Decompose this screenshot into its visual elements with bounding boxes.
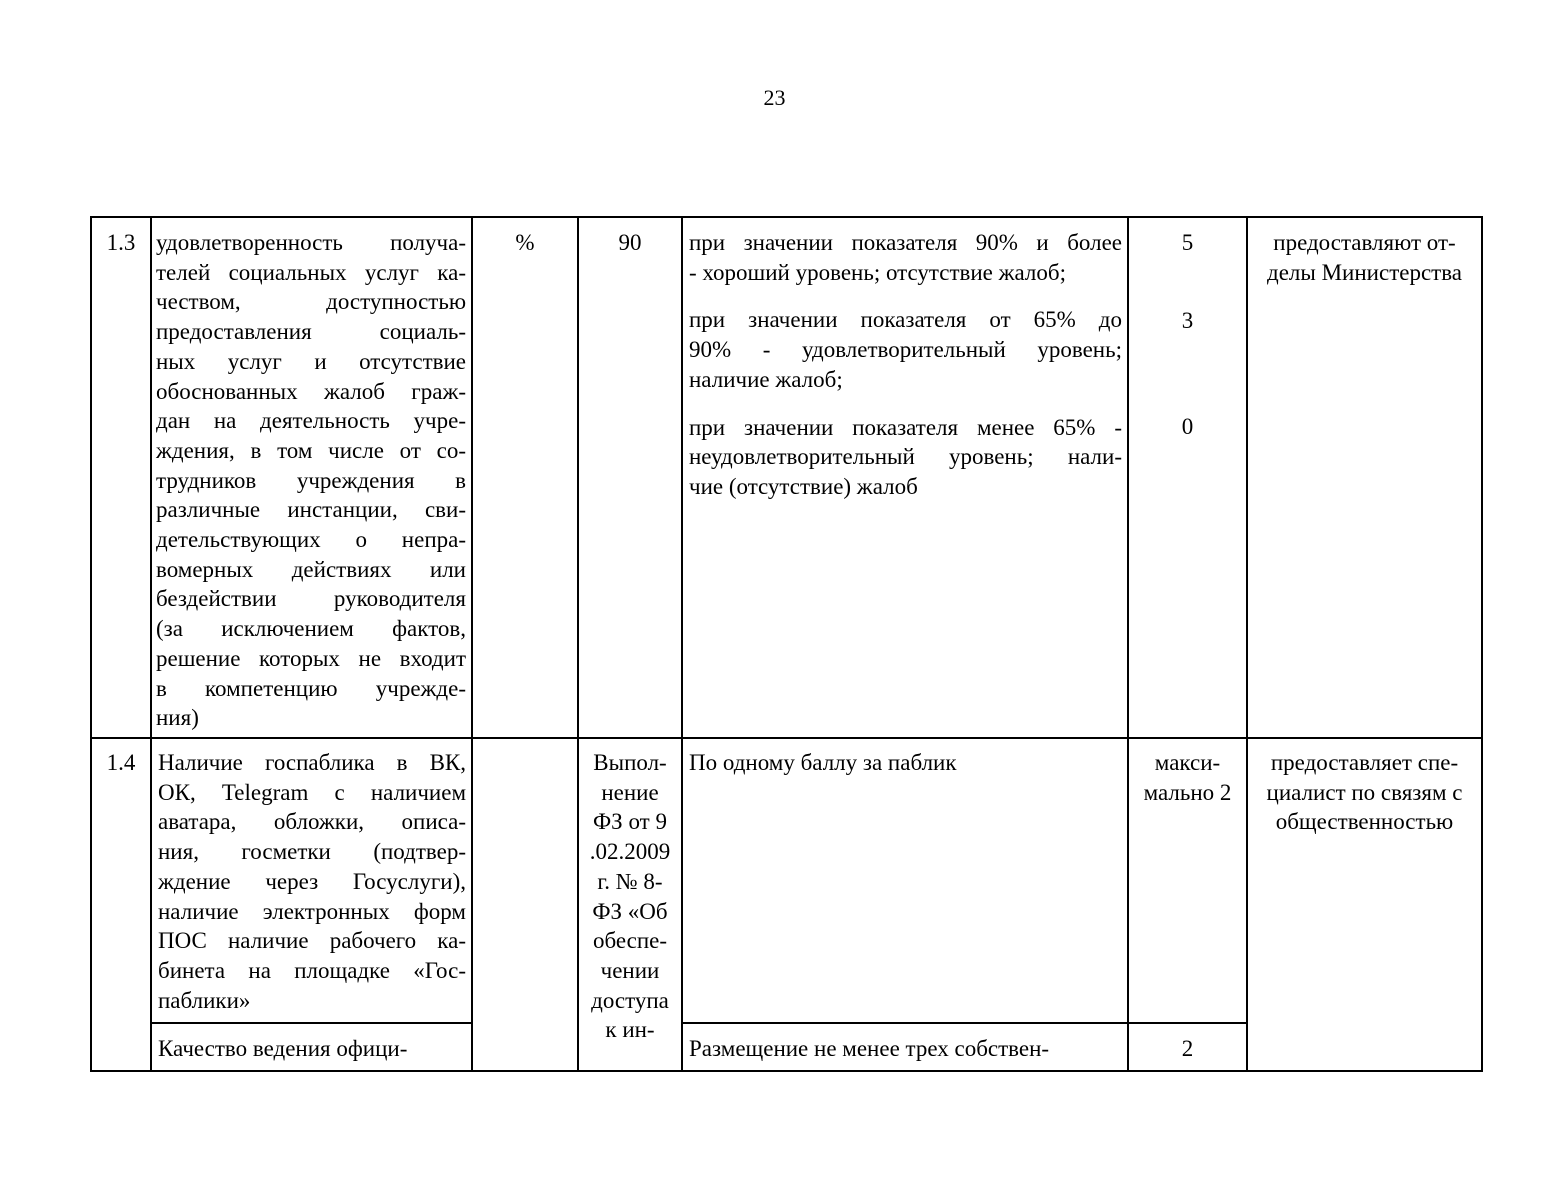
indicator-line: телей социальных услуг ка- [156,259,466,285]
indicator-line: ния, госметки (подтвер- [158,839,466,865]
row-1-4-source [1247,748,1482,837]
score-line: макси- [1154,750,1221,775]
target-line: нение [601,779,659,805]
indicator-line: паблики» [158,987,251,1013]
criteria-satisfactory [689,305,1122,394]
indicator-line: ПОС наличие рабочего ка- [158,928,466,954]
indicator-line: обоснованных жалоб граж- [156,378,466,404]
page-number: 23 [763,85,786,110]
row-1-4-indicator [158,748,466,1015]
row-1-3-unit: % [515,230,535,255]
target-line: доступа [591,987,669,1013]
row-1-3-target: 90 [618,230,642,255]
row-1-3-source [1247,228,1482,287]
row-1-4-target [582,748,678,1045]
criteria-line: - хороший уровень; отсутствие жалоб; [689,259,1067,285]
criteria-line: при значении показателя менее 65% - [689,414,1122,440]
source-line: циалист по связям с [1266,779,1463,805]
score-good: 5 [1181,230,1194,255]
row-1-4-score [1128,748,1247,807]
indicator-line: ОК, Telegram с наличием [158,779,466,805]
indicator-line: удовлетворенность получа- [156,230,466,255]
target-line: ФЗ от 9 [593,809,667,835]
criteria-unsatisfactory [689,413,1122,502]
indicator-line: в компетенцию учрежде- [156,675,466,701]
row-1-3-criteria [689,228,1122,515]
criteria-line: 90% - удовлетворительный уровень; [689,337,1122,363]
indicator-line: наличие электронных форм [158,898,466,924]
indicator-line: трудников учреждения в [156,467,466,493]
score-unsatisfactory: 0 [1181,414,1194,439]
criteria-line: неудовлетворительный уровень; нали- [689,444,1122,470]
score-satisfactory: 3 [1181,308,1194,333]
indicator-line: бездействии руководителя [156,586,466,612]
criteria-line: при значении показателя от 65% до [689,307,1122,333]
indicator-line: детельствующих о непра- [156,527,466,553]
criteria-line: при значении показателя 90% и более [689,230,1122,255]
indicator-line: (за исключением фактов, [156,616,466,642]
target-line: к ин- [605,1017,655,1043]
indicator-line: вомерных действиях или [156,556,466,582]
row-1-3-number: 1.3 [106,230,136,255]
source-line: общественностью [1275,809,1454,835]
indicator-line: бинета на площадке «Гос- [158,957,466,983]
subrow-criteria: Размещение не менее трех собствен- [689,1036,1050,1061]
target-line: обеспе- [592,928,668,954]
target-line: г. № 8- [597,868,663,894]
subrow-score: 2 [1181,1036,1194,1061]
indicator-line: чеством, доступностью [156,289,466,315]
indicator-line: различные инстанции, сви- [156,497,466,523]
source-line: предоставляет спе- [1270,750,1459,775]
indicator-line: Наличие госпаблика в ВК, [158,750,466,775]
target-line: ФЗ «Об [592,898,668,924]
criteria-line: чие (отсутствие) жалоб [689,473,918,499]
source-line: предоставляют от- [1273,230,1456,255]
indicator-line: ных услуг и отсутствие [156,348,466,374]
source-line: делы Министерства [1267,259,1462,285]
indicator-line: ждение через Госуслуги), [158,868,466,894]
indicator-line: решение которых не входит [156,645,466,671]
row-1-4-number: 1.4 [106,750,136,775]
target-line: .02.2009 [589,839,671,865]
indicator-line: дан на деятельность учре- [156,408,466,434]
row-1-3-indicator [156,228,466,733]
indicator-line: ния) [156,705,199,731]
indicator-line: предоставления социаль- [156,319,466,345]
indicator-line: аватара, обложки, описа- [158,809,466,835]
criteria-line: наличие жалоб; [689,366,843,392]
target-line: чении [600,957,660,983]
target-line: Выпол- [593,750,667,775]
row-1-4-criteria: По одному баллу за паблик [689,750,957,775]
score-line: мально 2 [1143,779,1232,805]
indicator-line: ждения, в том числе от со- [156,437,466,463]
subrow-indicator: Качество ведения офици- [158,1036,408,1061]
criteria-good [689,228,1122,287]
